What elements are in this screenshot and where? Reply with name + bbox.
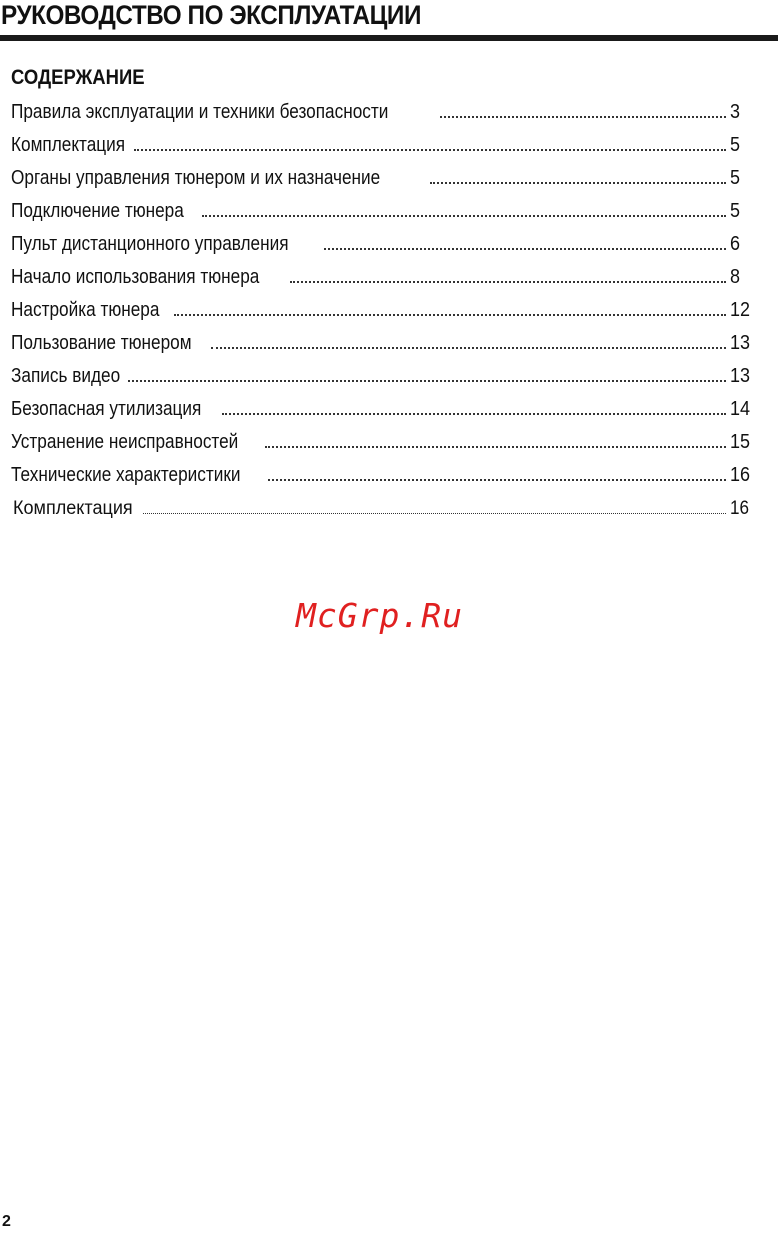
toc-dot-leader xyxy=(290,281,726,283)
toc-entry-usage xyxy=(11,327,752,360)
toc-entry-setup xyxy=(11,294,752,327)
toc-entry-page: 3 xyxy=(730,101,741,123)
toc-entry-label: Комплектация xyxy=(13,498,133,519)
toc-dot-leader xyxy=(143,513,726,514)
toc-entry-label: Пульт дистанционного управления xyxy=(11,233,289,255)
toc-entry-label: Пользование тюнером xyxy=(11,332,192,354)
toc-entry-disposal xyxy=(11,393,752,426)
toc-entry-contents-repeat xyxy=(13,492,752,525)
toc-entry-getting-started xyxy=(11,261,752,294)
toc-dot-leader xyxy=(211,347,726,349)
toc-entry-page: 5 xyxy=(730,134,741,156)
toc-entry-page: 12 xyxy=(729,299,750,321)
title-divider xyxy=(0,35,778,41)
toc-entry-page: 16 xyxy=(730,498,750,519)
toc-entry-connection xyxy=(11,195,752,228)
table-of-contents xyxy=(11,96,752,525)
toc-entry-page: 13 xyxy=(729,365,750,387)
toc-dot-leader xyxy=(440,116,726,118)
toc-entry-label: Начало использования тюнера xyxy=(11,266,260,288)
toc-entry-troubleshooting xyxy=(11,426,752,459)
toc-entry-label: Технические характеристики xyxy=(11,464,241,486)
toc-entry-label: Устранение неисправностей xyxy=(11,431,239,453)
toc-entry-recording xyxy=(11,360,752,393)
toc-dot-leader xyxy=(128,380,726,382)
toc-entry-controls xyxy=(11,162,752,195)
toc-entry-page: 16 xyxy=(729,464,750,486)
toc-entry-page: 5 xyxy=(730,200,741,222)
page-number: 2 xyxy=(2,1213,11,1230)
toc-dot-leader xyxy=(265,446,725,448)
toc-entry-remote xyxy=(11,228,752,261)
toc-dot-leader xyxy=(222,413,725,415)
toc-entry-label: Комплектация xyxy=(11,134,126,156)
toc-entry-label: Запись видео xyxy=(11,365,121,387)
toc-entry-specifications xyxy=(11,459,752,492)
toc-entry-label: Подключение тюнера xyxy=(11,200,184,222)
toc-dot-leader xyxy=(268,479,726,481)
toc-entry-page: 14 xyxy=(729,398,750,420)
toc-entry-page: 13 xyxy=(729,332,750,354)
toc-entry-page: 6 xyxy=(730,233,741,255)
toc-dot-leader xyxy=(174,314,726,316)
toc-entry-label: Правила эксплуатации и техники безопасности xyxy=(11,101,389,123)
toc-entry-safety xyxy=(11,96,752,129)
toc-dot-leader xyxy=(134,149,726,151)
toc-entry-page: 5 xyxy=(730,167,741,189)
toc-dot-leader xyxy=(324,248,726,250)
toc-entry-label: Органы управления тюнером и их назначение xyxy=(11,167,381,189)
toc-dot-leader xyxy=(430,182,726,184)
toc-entry-page: 8 xyxy=(730,266,741,288)
toc-heading: СОДЕРЖАНИЕ xyxy=(11,66,145,89)
toc-entry-label: Безопасная утилизация xyxy=(11,398,202,420)
toc-entry-label: Настройка тюнера xyxy=(11,299,160,321)
toc-dot-leader xyxy=(202,215,726,217)
toc-entry-page: 15 xyxy=(729,431,750,453)
manual-title: РУКОВОДСТВО ПО ЭКСПЛУАТАЦИИ xyxy=(1,0,421,30)
watermark-text: McGrp.Ru xyxy=(296,596,463,635)
toc-entry-contents xyxy=(11,129,752,162)
